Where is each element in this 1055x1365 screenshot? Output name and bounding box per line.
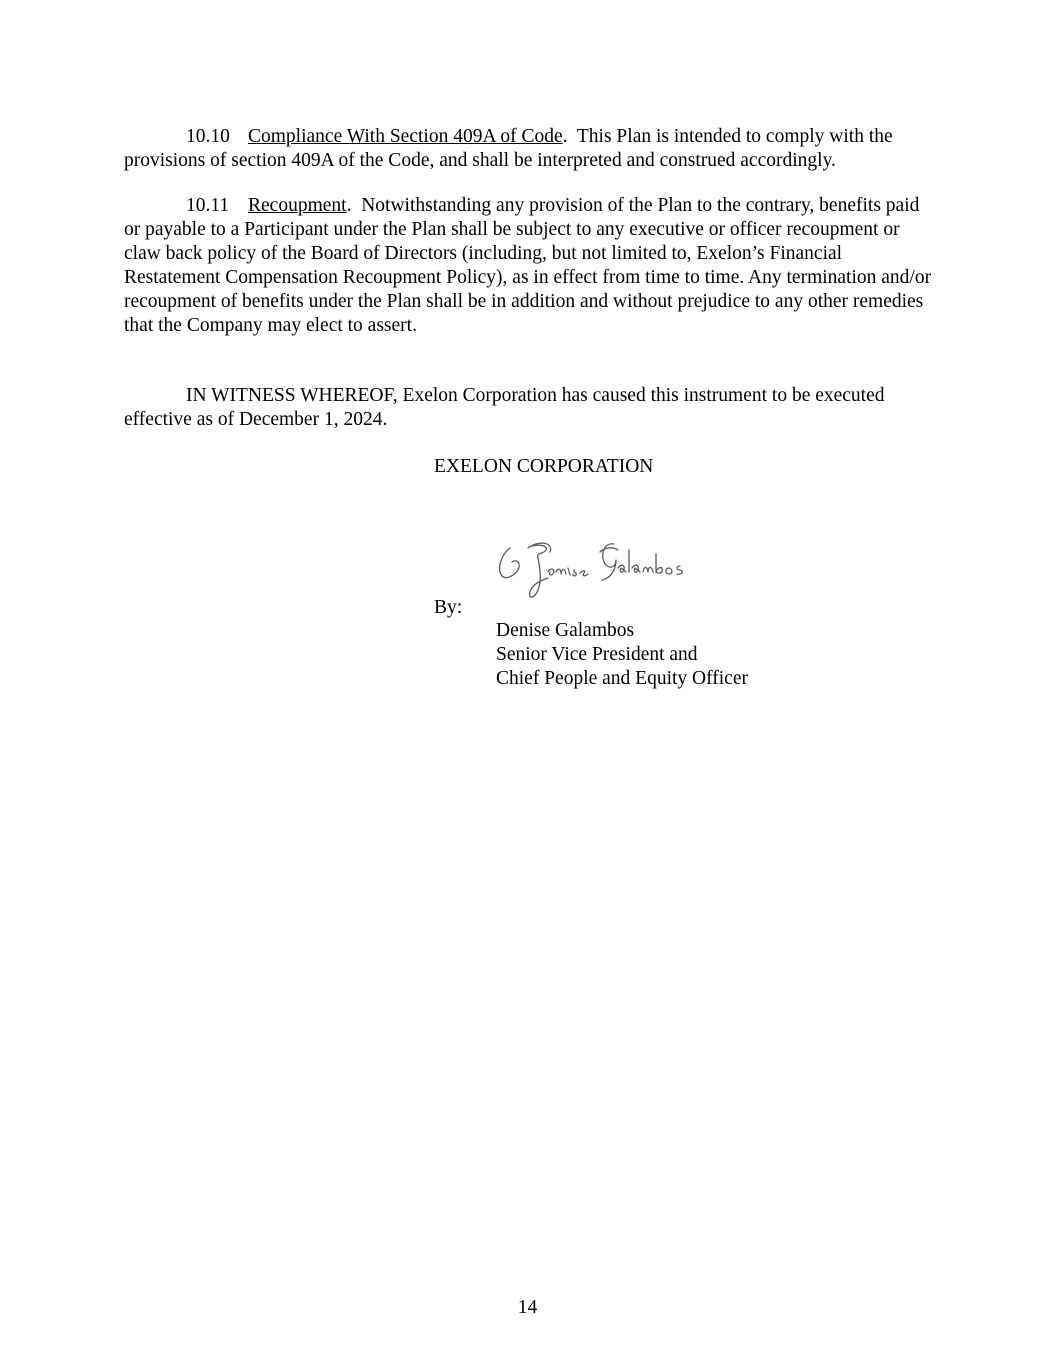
company-name: EXELON CORPORATION xyxy=(434,456,654,477)
signer-block xyxy=(496,619,748,691)
witness-text: IN WITNESS WHEREOF, Exelon Corporation has caused this instrument to be executed effective as of December 1, 2024. xyxy=(124,385,885,430)
signer-title-line2: Chief People and Equity Officer xyxy=(496,668,748,689)
section-10-11: 10.11 Recoupment. Notwithstanding any provision of the Plan to the contrary, benefits paid or payable to a Participant under the Plan shall be subject to any executive or officer recoupment or claw back policy of the Board of Directors (including, but not limited to, Exelon’s Financial Restatement Compensation Recoupment Policy), as in effect from time to time. Any termination and/or recoupment of benefits under the Plan shall be in addition and without prejudice to any other remedies that the Company may elect to assert. xyxy=(124,195,932,336)
section-10-10: 10.10 Compliance With Section 409A of Code. This Plan is intended to comply with the provisions of section 409A of the Code, and shall be interpreted and construed accordingly. xyxy=(124,126,893,171)
signer-name: Denise Galambos xyxy=(496,620,635,641)
section-heading: Compliance With Section 409A of Code xyxy=(248,126,563,147)
section-body: Notwithstanding any provision of the Plan to the contrary, benefits paid or payable to a Participant under the Plan shall be subject to any executive or officer recoupment or claw back policy of the Board of Directors (including, but not limited to, Exelon’s Financial Restatement Compensation Recoupment Policy), as in effect from time to time. Any termination and/or recoupment of benefits under the Plan shall be in addition and without prejudice to any other remedies that the Company may elect to assert. xyxy=(124,195,932,336)
witness-clause xyxy=(124,384,936,432)
section-body: This Plan is intended to comply with the provisions of section 409A of the Code, and shall be interpreted and construed accordingly. xyxy=(124,126,893,171)
section-number: 10.11 xyxy=(186,195,230,216)
by-label: By: xyxy=(434,597,463,618)
section-heading: Recoupment xyxy=(248,195,347,216)
signer-title-line1: Senior Vice President and xyxy=(496,644,698,665)
section-number: 10.10 xyxy=(186,126,230,147)
signature-image xyxy=(488,528,708,608)
page-number: 14 xyxy=(517,1297,538,1318)
